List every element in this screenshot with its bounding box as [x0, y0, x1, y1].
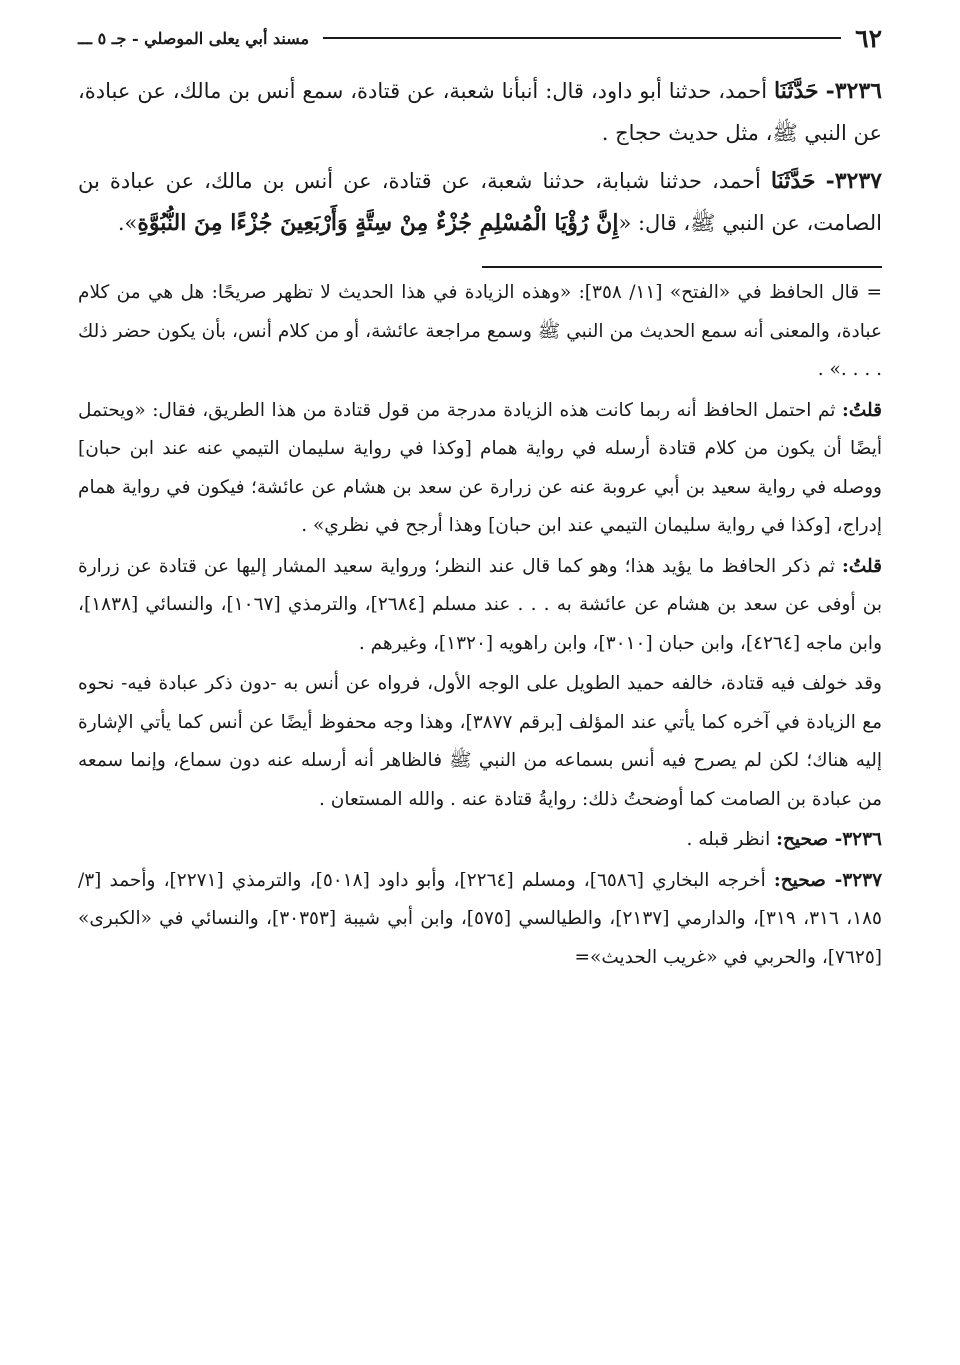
footnote-text: = قال الحافظ في «الفتح» [١١/ ٣٥٨]: «وهذه الزيادة في هذا الحديث لا تظهر صريحًا: هل هي من كلام عبادة، والمعنى أنه سمع الحديث من النبي ﷺ وسمع مراجعة عائشة، أو من كلام أنس، بأن يكون حضر ذلك . . . .» . — [78, 282, 882, 380]
hadith-text: أحمد، حدثنا أبو داود، قال: أنبأنا شعبة، عن قتادة، سمع أنس بن مالك، عن عبادة، عن النبي ﷺ، مثل حديث حجاج . — [78, 79, 882, 145]
hadith-matn: إِنَّ رُؤْيَا الْمُسْلِمِ جُزْءٌ مِنْ سِتَّةٍ وَأَرْبَعِينَ جُزْءًا مِنَ النُّبُوَّةِ — [137, 210, 619, 236]
footnote-text: ثم ذكر الحافظ ما يؤيد هذا؛ وهو كما قال عند النظر؛ ورواية سعيد المشار إليها عن قتادة عن زرارة بن أوفى عن سعد بن هشام عن عائشة به . . . عند مسلم [٢٦٨٤]، والترمذي [١٠٦٧]، والنسائي [١٨٣٨]، وابن ماجه [٤٢٦٤]، وابن حبان [٣٠١٠]، وابن راهويه [١٣٢٠]، وغيرهم . — [78, 555, 883, 654]
takhrij-label: ٣٢٣٦- صحيح: — [776, 829, 882, 850]
takhrij-label: ٣٢٣٧- صحيح: — [773, 869, 883, 891]
header-rule — [323, 37, 841, 39]
footnote-paragraph — [78, 274, 882, 390]
hadith-end: ». — [117, 211, 138, 235]
footnote-paragraph — [78, 548, 882, 664]
footnote-paragraph — [78, 665, 882, 819]
hadith-3236 — [78, 70, 882, 154]
hadith-number: ٣٢٣٧- — [825, 168, 882, 194]
hadith-3237 — [78, 160, 882, 244]
footnote-lead: قلتُ: — [842, 555, 882, 577]
takhrij-3236 — [78, 821, 882, 860]
footnote-paragraph — [78, 392, 882, 546]
footnote-lead: قلتُ: — [842, 399, 882, 421]
footnote-text: وقد خولف فيه قتادة، خالفه حميد الطويل على الوجه الأول، فرواه عن أنس به -دون ذكر عبادة فيه- نحوه مع الزيادة في آخره كما يأتي عند المؤلف [برقم ٣٨٧٧]، وهذا وجه محفوظ أيضًا عن أنس كما يأتي الإشارة إليه هناك؛ لكن لم يصرح فيه أنس بسماعه من النبي ﷺ فالظاهر أنه أرسله عنه دون سماع، وإنما سمعه من عبادة بن الصامت كما أوضحتُ ذلك: روايةُ قتادة عنه . والله المستعان . — [78, 673, 883, 810]
takhrij-3237 — [78, 862, 882, 978]
page-number: ٦٢ — [855, 23, 882, 53]
running-title: مسند أبي يعلى الموصلي - جـ ٥ ـــ — [78, 28, 310, 48]
running-header — [78, 20, 882, 56]
footnote-rule — [482, 266, 882, 268]
takhrij-text: انظر قبله . — [686, 829, 771, 850]
hadith-lead: حَدَّثَنَا — [770, 168, 816, 194]
footnote-text: ثم احتمل الحافظ أنه ربما كانت هذه الزيادة مدرجة من قول قتادة من هذا الطريق، فقال: «ويحتمل أيضًا أن يكون من كلام قتادة أرسله في رواية همام [وكذا في رواية سليمان التيمي عنه عند ابن حبان] ووصله في رواية سعيد بن أبي عروبة عنه عن زرارة عن سعد بن هشام عن عائشة؛ فيكون في رواية همام إدراج، [وكذا في رواية سليمان التيمي عند ابن حبان] وهذا أرجح في نظري» . — [78, 399, 882, 536]
takhrij-text: أخرجه البخاري [٦٥٨٦]، ومسلم [٢٢٦٤]، وأبو داود [٥٠١٨]، والترمذي [٢٢٧١]، وأحمد [٣/ ١٨٥، ٣١٦، ٣١٩]، والدارمي [٢١٣٧]، والطيالسي [٥٧٥]، وابن أبي شيبة [٣٠٣٥٣]، والنسائي في «الكبرى» [٧٦٢٥]، والحربي في «غريب الحديث»= — [78, 869, 882, 968]
hadith-text: أحمد، حدثنا شبابة، حدثنا شعبة، عن قتادة، عن أنس بن مالك، عن عبادة بن الصامت، عن النبي ﷺ، قال: « — [78, 169, 882, 235]
page — [78, 20, 882, 977]
hadith-lead: حَدَّثَنَا — [774, 78, 819, 104]
hadith-number: ٣٢٣٦- — [825, 78, 882, 104]
